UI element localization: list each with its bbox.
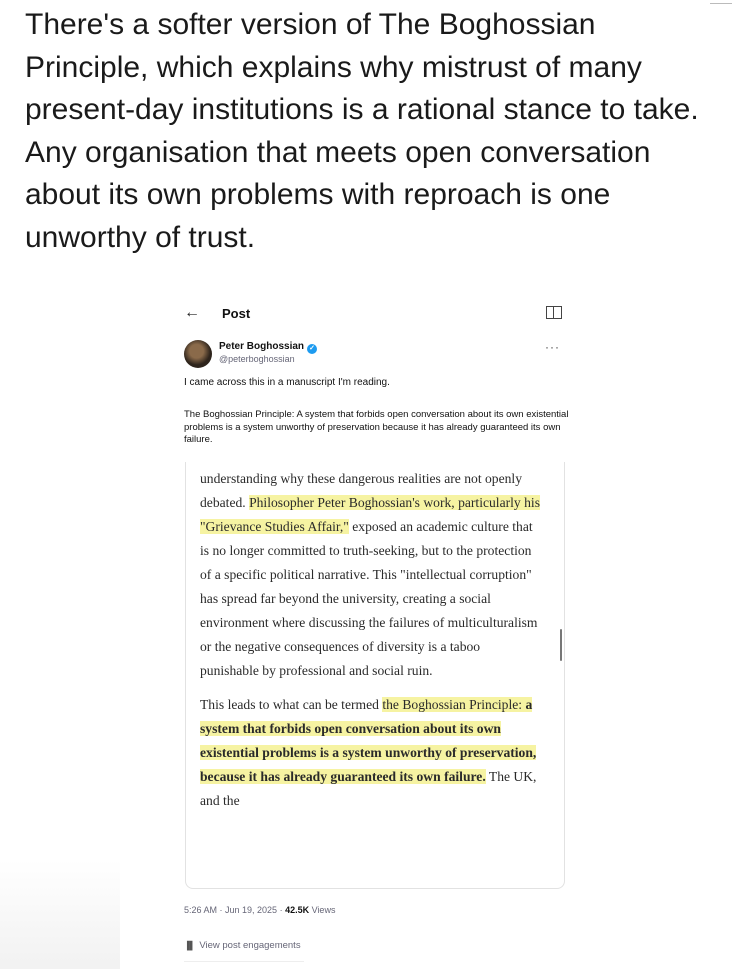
nav-title: Post — [222, 306, 251, 321]
highlighted-bold-text: a system that forbids open conversation about its own existential problems is a system unworthy of preservation, because it has already guaranteed its own failure. — [200, 697, 537, 784]
divider — [184, 961, 304, 962]
excerpt-text: This leads to what can be termed — [200, 697, 383, 712]
views-label: Views — [309, 905, 336, 915]
post-intro-text: I came across this in a manuscript I'm reading. — [184, 377, 390, 388]
manuscript-excerpt — [200, 467, 540, 813]
verified-badge-icon: ✓ — [307, 344, 317, 354]
excerpt-text: understanding why these dangerous realities are not openly debated. — [200, 471, 523, 510]
excerpt-paragraph-2 — [200, 693, 540, 813]
scrollbar-thumb[interactable] — [560, 629, 562, 661]
author-name[interactable] — [219, 341, 317, 354]
highlighted-text: the Boghossian Principle: — [382, 697, 526, 712]
excerpt-text: The UK, and the — [200, 769, 537, 808]
author-name-text: Peter Boghossian — [219, 341, 305, 352]
excerpt-paragraph-1 — [200, 467, 540, 683]
post-timestamp: 5:26 AM · Jun 19, 2025 · — [184, 905, 286, 915]
post-nav-bar — [184, 304, 568, 326]
post-meta — [184, 905, 335, 915]
corner-divider — [710, 0, 732, 4]
tweet-screenshot — [170, 296, 580, 969]
edge-shadow — [0, 860, 120, 969]
author-handle[interactable]: @peterboghossian — [219, 354, 295, 364]
caption-text: There's a softer version of The Boghossian Principle, which explains why mistrust of many present-day institutions is a rational stance to take. Any organisation that meets open conversation about its own problems with reproach is one unworthy of trust. — [25, 8, 699, 254]
back-arrow-icon[interactable]: ← — [184, 304, 200, 321]
analytics-bars-icon: ▐▌ — [184, 941, 196, 950]
reader-icon[interactable] — [546, 306, 562, 319]
highlighted-text: Philosopher Peter Boghossian's work, particularly his "Grievance Studies Affair," — [200, 495, 540, 534]
engagements-label: View post engagements — [199, 940, 301, 951]
views-count: 42.5K — [285, 905, 310, 915]
view-engagements-link[interactable] — [184, 940, 301, 951]
post-quote-text: The Boghossian Principle: A system that forbids open conversation about its own existential problems is a system unworthy of preservation because it has already guaranteed its own failure. — [184, 409, 569, 445]
avatar[interactable] — [184, 340, 212, 368]
more-options-icon[interactable]: ··· — [545, 340, 560, 354]
excerpt-text: exposed an academic culture that is no longer committed to truth-seeking, but to the protection of a specific political narrative. This "intellectual corruption" has spread far beyond the university, creating a social environment where discussing the failures of multiculturalism or the negative consequences of diversity is a taboo punishable by professional and social ruin. — [200, 519, 538, 678]
